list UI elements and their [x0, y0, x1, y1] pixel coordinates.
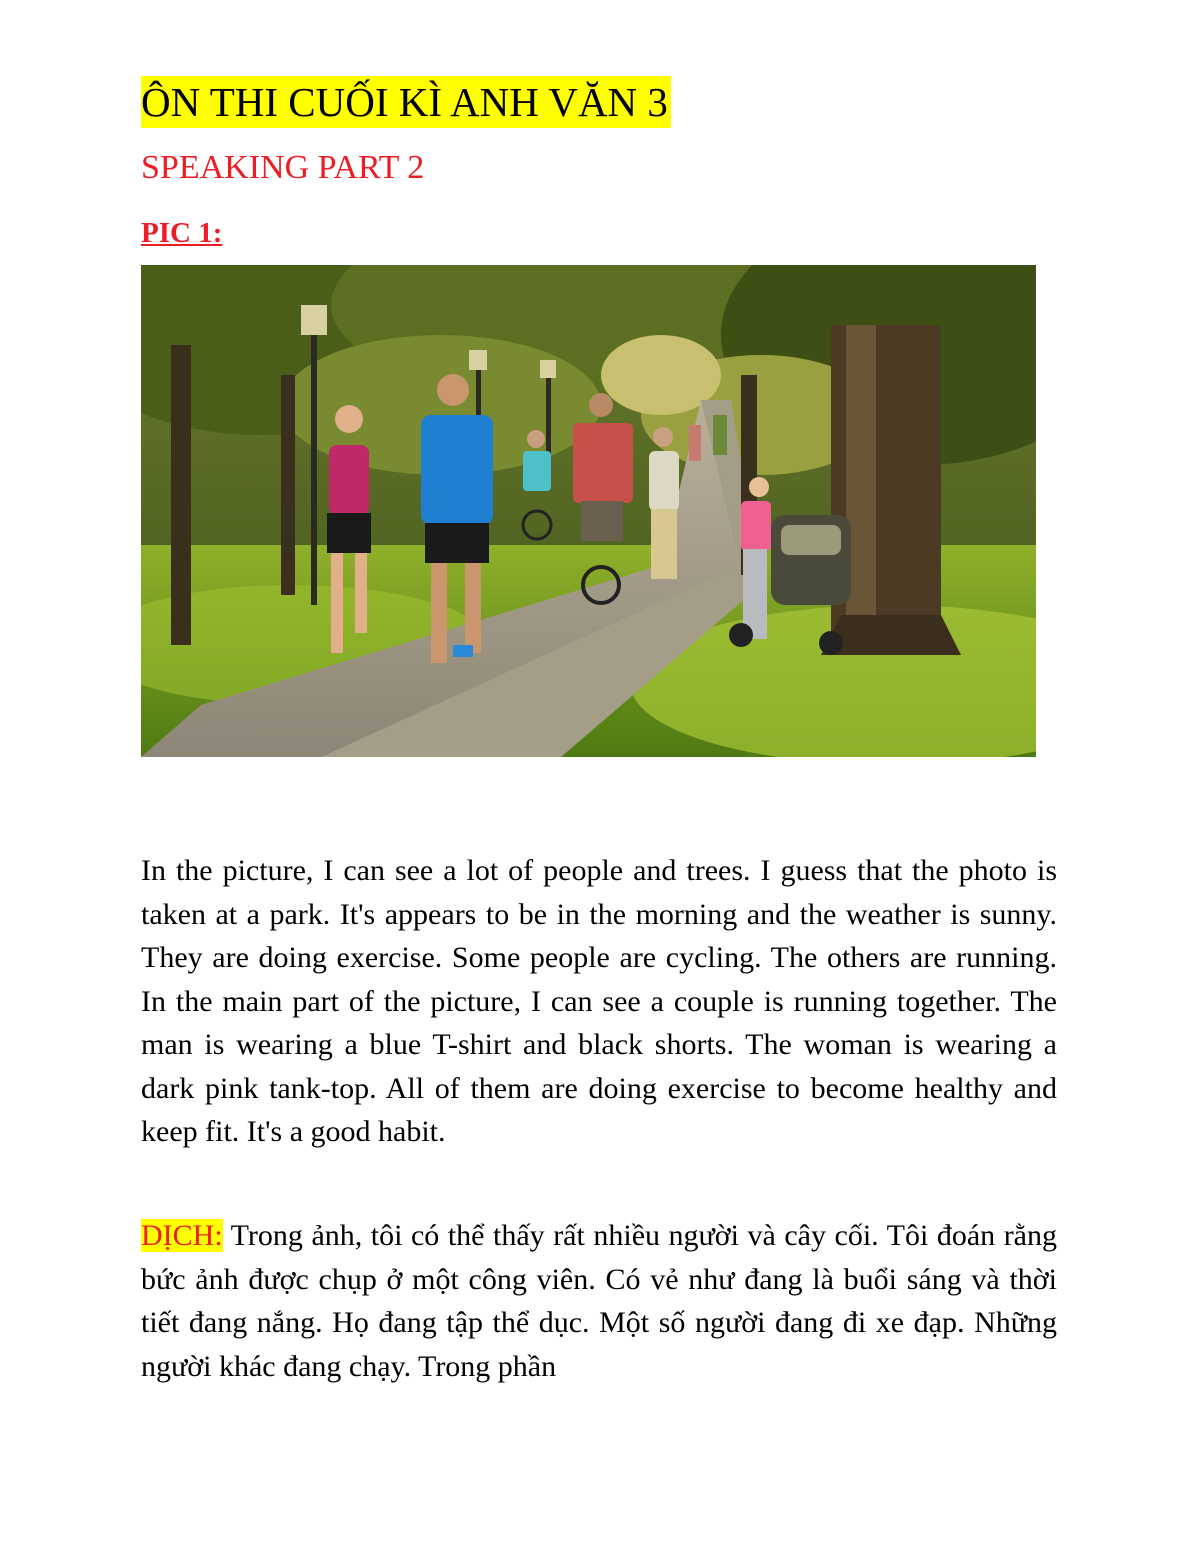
translation-text: Trong ảnh, tôi có thể thấy rất nhiều người và cây cối. Tôi đoán rằng bức ảnh được chụp ở một công viên. Có vẻ như đang là buổi sáng và thời tiết đang nắng. Họ đang tập thể dục. Một số người đang đi xe đạp. Những người khác đang chạy. Trong phần	[141, 1219, 1057, 1383]
section-subtitle: SPEAKING PART 2	[141, 149, 425, 186]
park-scene-illustration	[141, 265, 1036, 757]
park-photo	[141, 265, 1036, 757]
document-title: ÔN THI CUỐI KÌ ANH VĂN 3	[141, 76, 671, 128]
picture-label: PIC 1:	[141, 217, 223, 249]
translation-label: DỊCH:	[141, 1219, 223, 1252]
description-paragraph: In the picture, I can see a lot of people and trees. I guess that the photo is taken at a park. It's appears to be in the morning and the weather is sunny. They are doing exercise. Some people are cycling. The others are running. In the main part of the picture, I can see a couple is running together. The man is wearing a blue T-shirt and black shorts. The woman is wearing a dark pink tank-top. All of them are doing exercise to become healthy and keep fit. It's a good habit.	[141, 854, 1057, 1148]
translation-paragraph	[141, 1214, 1057, 1388]
document-page	[141, 76, 1057, 1383]
